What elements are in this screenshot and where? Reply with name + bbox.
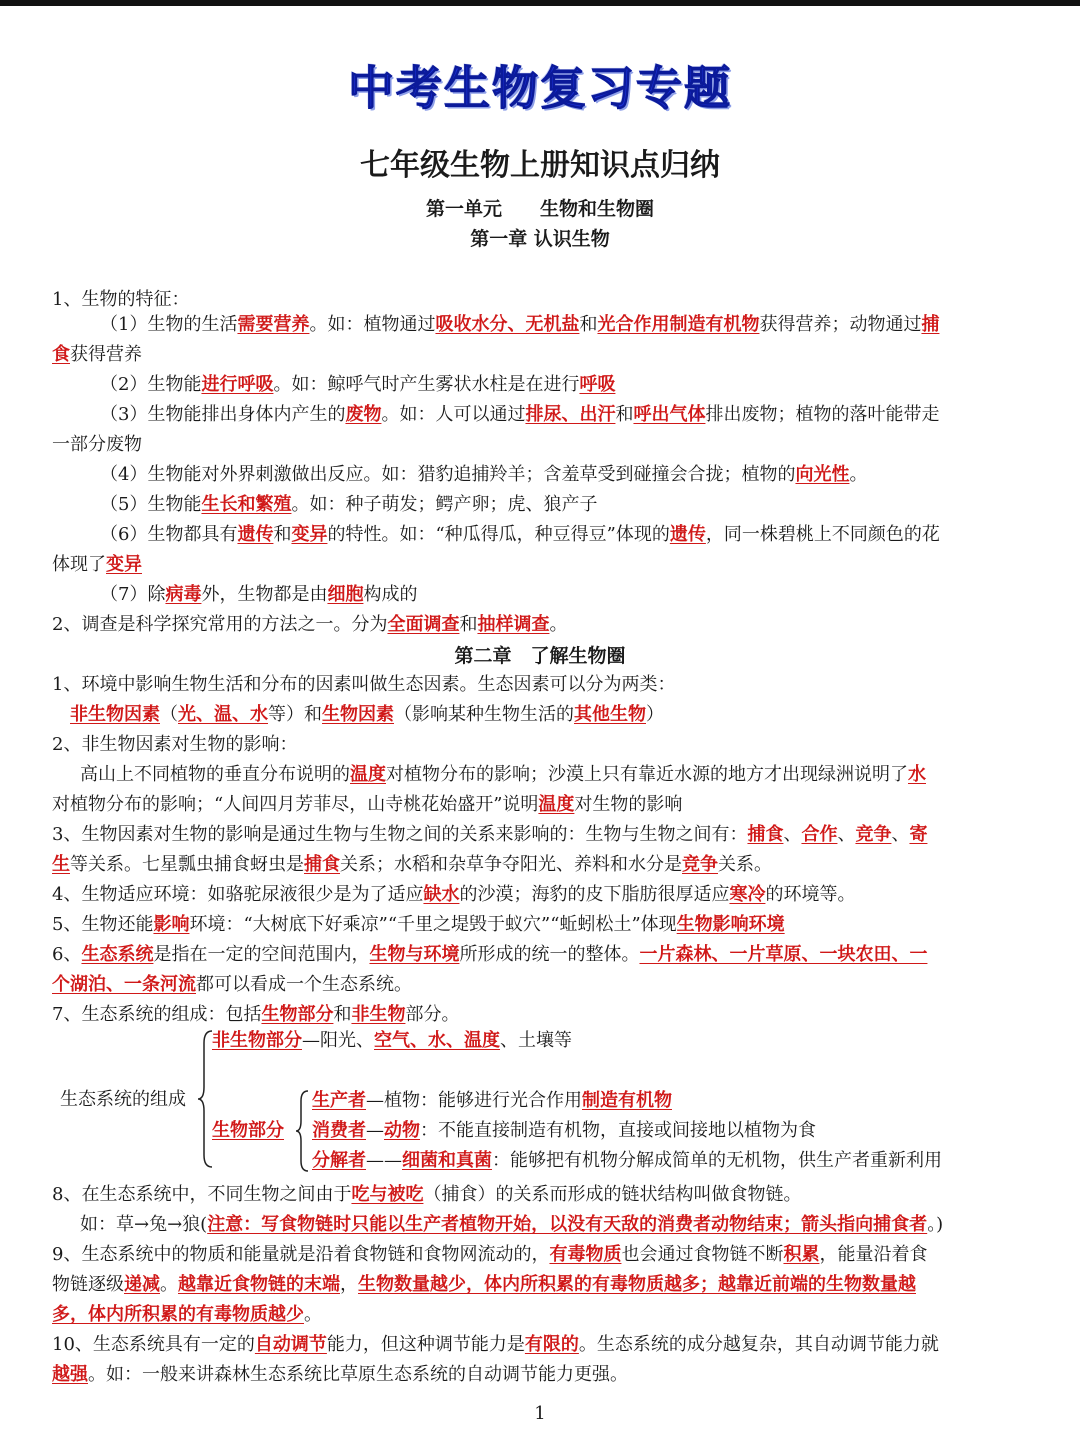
keyword-highlight: 温度 [350, 764, 386, 785]
text-line [52, 970, 1032, 1000]
text-segment: 的环境等。 [765, 884, 856, 905]
text-line [70, 700, 1032, 730]
text-line [52, 430, 1032, 460]
keyword-highlight: 递减 [124, 1274, 160, 1295]
text-line [52, 1270, 1032, 1300]
keyword-highlight: 注意：写食物链时只能以生产者植物开始，以没有天敌的消费者动物结束；箭头指向捕食者 [207, 1214, 928, 1235]
text-segment: 获得营养；动物通过 [759, 314, 922, 335]
keyword-highlight: 生物影响环境 [676, 914, 785, 935]
text-segment: 和 [459, 614, 478, 635]
keyword-highlight: 生物与环境 [369, 944, 460, 965]
keyword-highlight: 捕 [921, 314, 940, 335]
keyword-highlight: 自动调节 [254, 1334, 327, 1355]
text-line [80, 760, 1032, 790]
text-segment: 关系；水稻和杂草争夺阳光、养料和水分是 [340, 854, 682, 875]
keyword-highlight: 空气、水、温度 [374, 1030, 500, 1051]
text-segment: —— [366, 1150, 402, 1171]
text-segment: （2）生物能 [100, 374, 202, 395]
keyword-highlight: 向光性 [795, 464, 850, 485]
text-segment: 也会通过食物链不断 [621, 1244, 784, 1265]
keyword-highlight: 寄 [909, 824, 928, 845]
text-segment: 。 [304, 1304, 322, 1325]
text-segment: 排出废物；植物的落叶能带走 [705, 404, 940, 425]
text-segment: ，能量沿着食 [819, 1244, 928, 1265]
keyword-highlight: 光合作用制造有机物 [597, 314, 760, 335]
text-line [52, 1360, 1032, 1390]
keyword-highlight: 合作 [801, 824, 838, 845]
text-segment: 一部分废物 [52, 434, 142, 455]
text-segment: —植物：能够进行光合作用 [366, 1090, 582, 1111]
diagram-root-label: 生态系统的组成 [60, 1089, 186, 1110]
text-segment: 9、生态系统中的物质和能量就是沿着食物链和食物网流动的， [52, 1244, 550, 1265]
text-line [100, 400, 1032, 430]
document-title: 中考生物复习专题 [348, 61, 732, 115]
text-segment: ：能够把有机物分解成简单的无机物，供生产者重新利用 [492, 1150, 942, 1171]
diagram-consumer [312, 1116, 816, 1146]
text-line [52, 820, 1032, 850]
text-segment: 。生态系统的成分越复杂，其自动调节能力就 [578, 1334, 939, 1355]
text-segment: 。 [549, 614, 568, 635]
text-segment: 。 [160, 1274, 178, 1295]
text-line [52, 550, 1032, 580]
text-line [100, 580, 1032, 610]
text-segment: 8、在生态系统中，不同生物之间由于 [52, 1184, 352, 1205]
text-segment: 物链逐级 [52, 1274, 124, 1295]
text-segment: 4、生物适应环境：如骆驼尿液很少是为了适应 [52, 884, 424, 905]
keyword-highlight: 捕食 [747, 824, 784, 845]
text-segment: 获得营养 [70, 344, 142, 365]
keyword-highlight: 需要营养 [237, 314, 310, 335]
text-segment: 的特性。如：“种瓜得瓜，种豆得豆”体现的 [327, 524, 670, 545]
keyword-highlight: 生物因素 [322, 704, 394, 725]
keyword-highlight: 消费者 [312, 1120, 366, 1141]
text-line [52, 1240, 1032, 1270]
text-line [52, 1180, 1032, 1210]
keyword-highlight: 光、温、水 [178, 704, 268, 725]
text-segment: （7）除 [100, 584, 166, 605]
text-line [80, 1210, 1032, 1240]
text-segment: 7、生态系统的组成：包括 [52, 1004, 262, 1025]
text-line [52, 880, 1032, 910]
text-segment: 所形成的统一的整体。 [459, 944, 640, 965]
keyword-highlight: 温度 [538, 794, 575, 815]
text-segment: 1、环境中影响生物生活和分布的因素叫做生态因素。生态因素可以分为两类： [52, 674, 676, 695]
ecosystem-composition-diagram [0, 1025, 1080, 1175]
keyword-highlight: 呼出气体 [633, 404, 706, 425]
keyword-highlight: 多，体内所积累的有毒物质越少 [52, 1304, 304, 1325]
text-segment: 3、生物因素对生物的影响是通过生物与生物之间的关系来影响的：生物与生物之间有： [52, 824, 748, 845]
text-segment: ） [646, 704, 664, 725]
text-segment: （3）生物能排出身体内产生的 [100, 404, 346, 425]
keyword-highlight: 废物 [345, 404, 382, 425]
text-line [52, 850, 1032, 880]
keyword-highlight: 捕食 [304, 854, 340, 875]
keyword-highlight: 进行呼吸 [201, 374, 274, 395]
text-segment: 和 [273, 524, 292, 545]
text-segment: （1）生物的生活 [100, 314, 238, 335]
text-line [52, 670, 1032, 700]
keyword-highlight: 生长和繁殖 [201, 494, 292, 515]
keyword-highlight: 越靠近食物链的末端 [178, 1274, 340, 1295]
keyword-highlight: 抽样调查 [477, 614, 550, 635]
keyword-highlight: 竞争 [855, 824, 892, 845]
keyword-highlight: 积累 [783, 1244, 820, 1265]
chapter-1-heading: 第一章 认识生物 [470, 228, 610, 250]
keyword-highlight: 排尿、出汗 [525, 404, 616, 425]
text-line [52, 340, 1032, 370]
text-line [52, 910, 1032, 940]
keyword-highlight: 有限的 [524, 1334, 579, 1355]
keyword-highlight: 遗传 [237, 524, 274, 545]
keyword-highlight: 非生物部分 [212, 1030, 302, 1051]
text-line [100, 520, 1032, 550]
text-line [52, 730, 1032, 760]
text-segment: （5）生物能 [100, 494, 202, 515]
diagram-producer [312, 1086, 672, 1116]
text-segment: （捕食）的关系而形成的链状结构叫做食物链。 [423, 1184, 802, 1205]
text-segment: 能力，但这种调节能力是 [326, 1334, 525, 1355]
text-segment: 。如：植物通过 [309, 314, 436, 335]
inner-brace [296, 1089, 310, 1173]
text-segment: —阳光、 [302, 1030, 374, 1051]
keyword-highlight: 吸收水分、无机盐 [435, 314, 580, 335]
text-segment: 的沙漠；海豹的皮下脂肪很厚适应 [459, 884, 730, 905]
text-line [100, 310, 1032, 340]
text-segment: ， [340, 1274, 358, 1295]
keyword-highlight: 影响 [153, 914, 190, 935]
keyword-highlight: 细胞 [327, 584, 364, 605]
text-segment: 对生物的影响 [574, 794, 683, 815]
keyword-highlight: 生态系统 [81, 944, 154, 965]
keyword-highlight: 竞争 [682, 854, 718, 875]
text-segment: （影响某种生物生活的 [394, 704, 574, 725]
keyword-highlight: 生产者 [312, 1090, 366, 1111]
keyword-highlight: 越强 [52, 1364, 88, 1385]
keyword-highlight: 一片森林、一片草原、一块农田、一 [639, 944, 928, 965]
text-segment: 外，生物都是由 [201, 584, 328, 605]
text-segment: 部分。 [405, 1004, 460, 1025]
keyword-highlight: 制造有机物 [582, 1090, 672, 1111]
text-line [100, 370, 1032, 400]
keyword-highlight: 变异 [291, 524, 328, 545]
keyword-highlight: 病毒 [165, 584, 202, 605]
keyword-highlight: 遗传 [669, 524, 706, 545]
text-segment: — [366, 1120, 384, 1141]
keyword-highlight: 动物 [384, 1120, 420, 1141]
keyword-highlight: 有毒物质 [549, 1244, 622, 1265]
page-number: 1 [534, 1403, 546, 1424]
text-segment: 、 [783, 824, 802, 845]
text-segment: 都可以看成一个生态系统。 [196, 974, 412, 995]
text-segment: 。 [849, 464, 868, 485]
text-segment: （ [160, 704, 178, 725]
text-segment: 10、生态系统具有一定的 [52, 1334, 255, 1355]
text-segment: 和 [333, 1004, 352, 1025]
text-segment: 和 [579, 314, 598, 335]
text-segment: 是指在一定的空间范围内， [153, 944, 370, 965]
keyword-highlight: 吃与被吃 [351, 1184, 424, 1205]
text-segment: （4）生物能对外界刺激做出反应。如：猎豹追捕羚羊；含羞草受到碰撞会合拢；植物的 [100, 464, 796, 485]
text-line [52, 790, 1032, 820]
document-subtitle: 七年级生物上册知识点归纳 [360, 148, 720, 183]
text-segment: 和 [615, 404, 634, 425]
text-segment: 对植物分布的影响；“人间四月芳菲尽，山寺桃花始盛开”说明 [52, 794, 539, 815]
text-segment: 、土壤等 [500, 1030, 572, 1051]
text-segment: 。) [927, 1214, 944, 1235]
keyword-highlight: 细菌和真菌 [402, 1150, 492, 1171]
text-line [100, 460, 1032, 490]
text-segment: ，同一株碧桃上不同颜色的花 [705, 524, 940, 545]
keyword-highlight: 生 [52, 854, 70, 875]
text-segment: 。如：人可以通过 [381, 404, 526, 425]
keyword-highlight: 呼吸 [579, 374, 616, 395]
text-segment: 、 [891, 824, 910, 845]
keyword-highlight: 缺水 [423, 884, 460, 905]
text-segment: 体现了 [52, 554, 106, 575]
text-line [52, 940, 1032, 970]
unit-heading: 第一单元 生物和生物圈 [425, 198, 654, 220]
text-segment: 2、调查是科学探究常用的方法之一。分为 [52, 614, 388, 635]
text-segment: 如：草→兔→狼( [80, 1214, 208, 1235]
text-segment: （6）生物都具有 [100, 524, 238, 545]
text-segment: 构成的 [363, 584, 418, 605]
top-border [0, 0, 1080, 6]
text-segment: 1、生物的特征： [52, 289, 190, 310]
text-segment: 、 [837, 824, 856, 845]
text-segment: 。如：一般来讲森林生态系统比草原生态系统的自动调节能力更强。 [88, 1364, 628, 1385]
diagram-decomposer [312, 1146, 942, 1176]
diagram-biotic-label: 生物部分 [212, 1120, 284, 1141]
keyword-highlight: 食 [52, 344, 70, 365]
text-segment: 等关系。七星瓢虫捕食蚜虫是 [70, 854, 304, 875]
text-segment: ：不能直接制造有机物，直接或间接地以植物为食 [420, 1120, 816, 1141]
text-line [52, 1330, 1032, 1360]
keyword-highlight: 水 [908, 764, 926, 785]
keyword-highlight: 生物部分 [261, 1004, 334, 1025]
keyword-highlight: 个湖泊、一条河流 [52, 974, 196, 995]
text-line [52, 610, 1032, 640]
keyword-highlight: 变异 [106, 554, 142, 575]
text-segment: 6、 [52, 944, 82, 965]
keyword-highlight: 寒冷 [729, 884, 766, 905]
keyword-highlight: 非生物 [351, 1004, 406, 1025]
text-segment: 对植物分布的影响；沙漠上只有靠近水源的地方才出现绿洲说明了 [386, 764, 908, 785]
text-segment: 。如：鲸呼气时产生雾状水柱是在进行 [273, 374, 580, 395]
keyword-highlight: 生物数量越少，体内所积累的有毒物质越多；越靠近前端的生物数量越 [358, 1274, 916, 1295]
text-line [100, 490, 1032, 520]
keyword-highlight: 非生物因素 [70, 704, 160, 725]
text-segment: 5、生物还能 [52, 914, 154, 935]
text-segment: 。如：种子萌发；鳄产卵；虎、狼产子 [291, 494, 598, 515]
keyword-highlight: 分解者 [312, 1150, 366, 1171]
diagram-abiotic [212, 1026, 572, 1056]
keyword-highlight: 其他生物 [574, 704, 646, 725]
text-segment: 关系。 [718, 854, 772, 875]
chapter-2-heading: 第二章 了解生物圈 [454, 645, 626, 667]
text-segment: 等）和 [268, 704, 322, 725]
text-segment: 2、非生物因素对生物的影响： [52, 734, 298, 755]
text-segment: 高山上不同植物的垂直分布说明的 [80, 764, 350, 785]
text-line [52, 1300, 1032, 1330]
keyword-highlight: 全面调查 [387, 614, 460, 635]
text-segment: 环境：“大树底下好乘凉”“千里之堤毁于蚁穴”“蚯蚓松土”体现 [189, 914, 677, 935]
